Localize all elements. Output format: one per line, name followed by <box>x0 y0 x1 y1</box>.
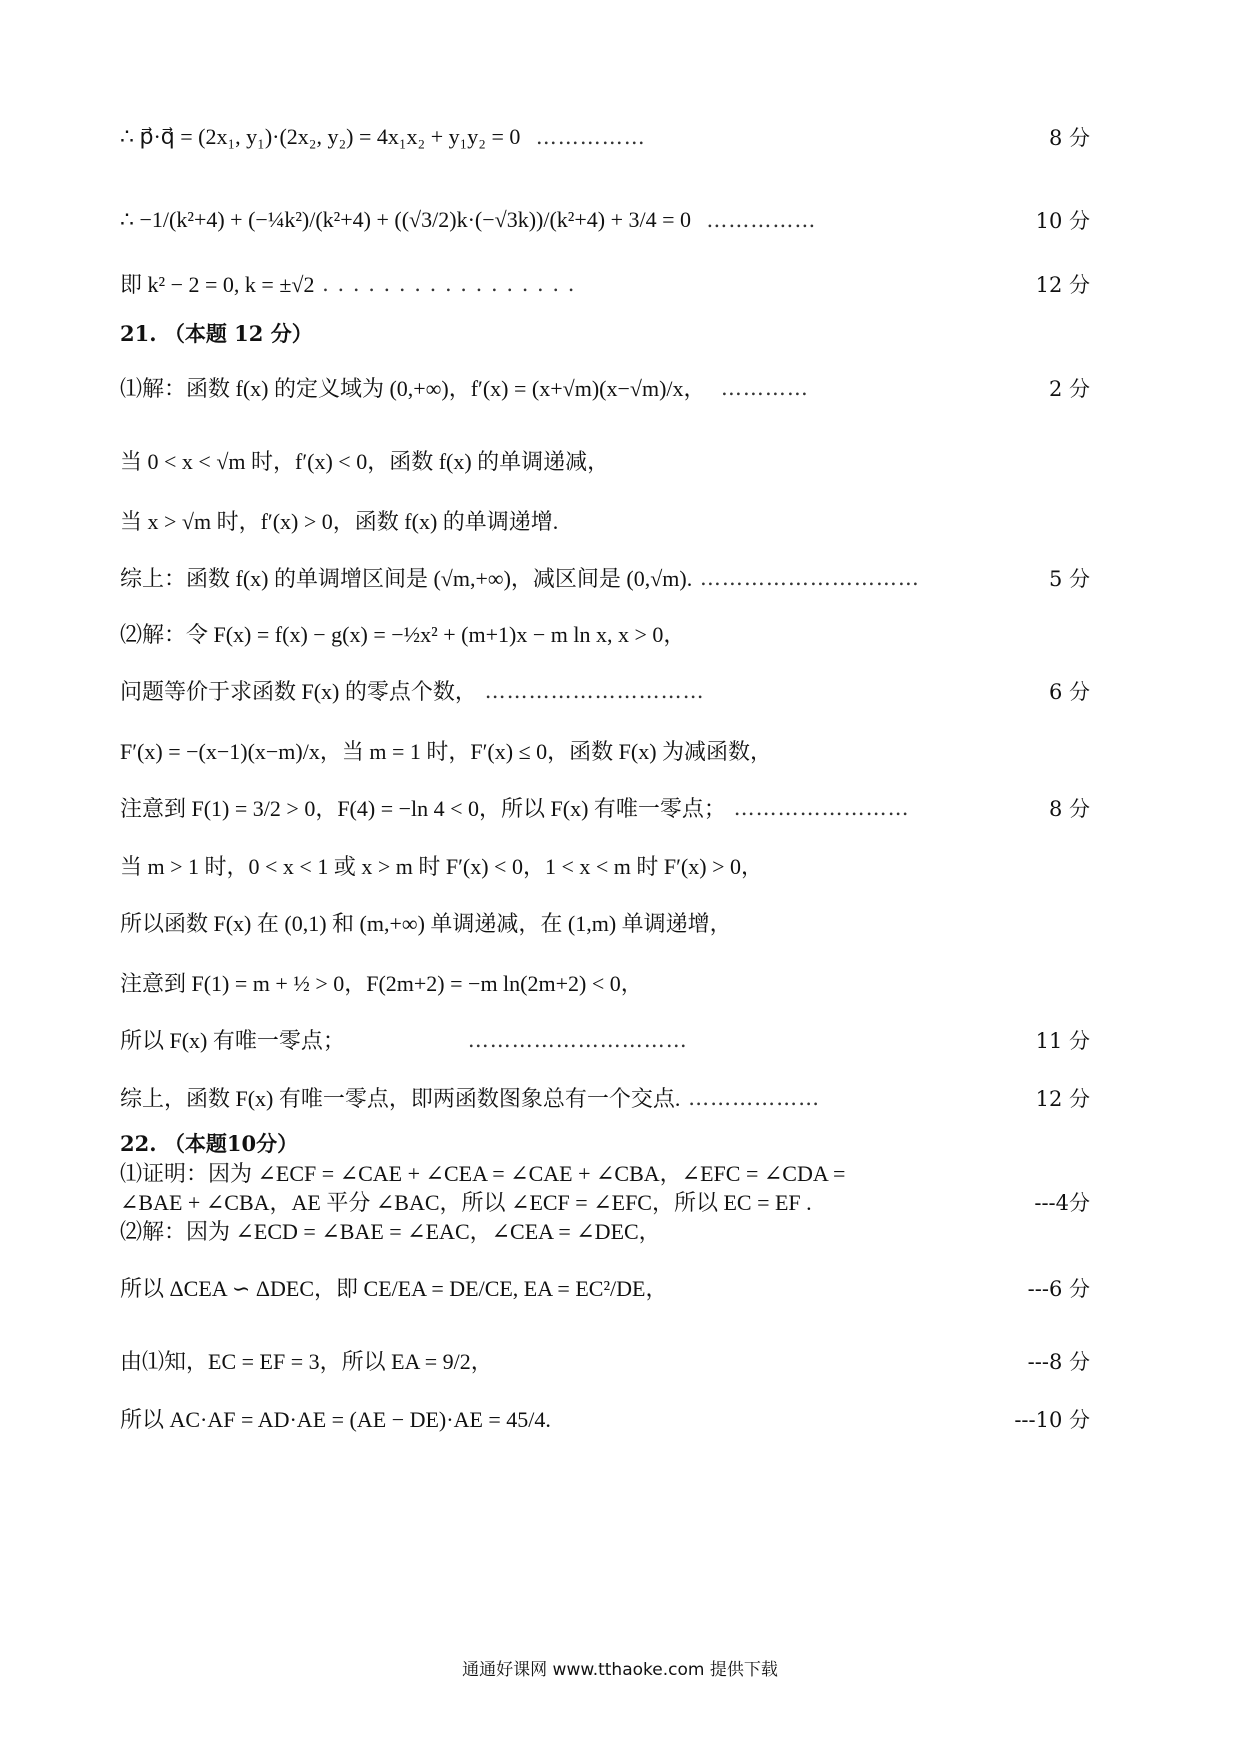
line-text: 当 0 < x < √m 时，f′(x) < 0，函数 f(x) 的单调递减， <box>120 449 610 474</box>
points-label: 11 分 <box>1035 1028 1090 1053</box>
line-14 <box>120 907 1090 938</box>
line-13 <box>120 850 1090 881</box>
page-footer: 通通好课网 www.tthaoke.com 提供下载 <box>462 1660 778 1680</box>
line-text: 所以函数 F(x) 在 (0,1) 和 (m,+∞) 单调递减，在 (1,m) 单调递增， <box>120 911 732 936</box>
line-2: ∴ −1/(k²+4) + (−¼k²)/(k²+4) + ((√3/2)k·(−√3k))/(k²+4) + 3/4 = 0 …………… 10 分 <box>120 207 1090 233</box>
line-10: 问题等价于求函数 F(x) 的零点个数， ………………………… 6 分 <box>120 675 1090 706</box>
line-text: 22. （本题10分） <box>120 1131 299 1156</box>
line-9 <box>120 618 1090 649</box>
line-text: 当 m > 1 时，0 < x < 1 或 x > m 时 F′(x) < 0，1 < x < m 时 F′(x) > 0， <box>120 854 763 879</box>
line-8: 综上：函数 f(x) 的单调增区间是 (√m,+∞)，减区间是 (0,√m). ………………………… 5 分 <box>120 562 1090 593</box>
line-text: 即 k² − 2 = 0, k = ±√2 <box>120 272 315 297</box>
points-label: 12 分 <box>1035 272 1090 297</box>
line-3: 即 k² − 2 = 0, k = ±√2 . . . . . . . . . . . . . . . . . 12 分 <box>120 268 1090 299</box>
points-label: 8 分 <box>1048 796 1090 821</box>
line-5: ⑴解：函数 f(x) 的定义域为 (0,+∞)，f′(x) = (x+√m)(x−√m)/x， ………… 2 分 <box>120 372 1090 403</box>
line-17: 综上，函数 F(x) 有唯一零点，即两函数图象总有一个交点. ……………… 12 分 <box>120 1082 1090 1113</box>
section-21-heading <box>120 318 1090 348</box>
line-text: ∴ p⃗·q⃗ = (2x₁, y₁)·(2x₂, y₂) = 4x₁x₂ + y₁y₂ = 0 <box>120 124 521 149</box>
line-23 <box>120 1345 1090 1376</box>
points-label: ---6 分 <box>1027 1276 1090 1301</box>
points-label: 6 分 <box>1048 679 1090 704</box>
line-20 <box>120 1186 1090 1217</box>
line-7 <box>120 505 1090 536</box>
line-text: 所以 AC·AF = AD·AE = (AE − DE)·AE = 45/4. <box>120 1407 551 1432</box>
points-label: 10 分 <box>1035 209 1090 233</box>
line-1: ∴ p⃗·q⃗ = (2x₁, y₁)·(2x₂, y₂) = 4x₁x₂ + y₁y₂ = 0 …………… 8 分 <box>120 124 1090 150</box>
points-label: ---10 分 <box>1014 1407 1090 1432</box>
section-22-heading <box>120 1128 1090 1158</box>
line-text: 所以 ΔCEA ∽ ΔDEC，即 CE/EA = DE/CE, EA = EC²/DE， <box>120 1276 668 1301</box>
line-11 <box>120 735 1090 766</box>
line-text: 注意到 F(1) = m + ½ > 0，F(2m+2) = −m ln(2m+2) < 0， <box>120 971 643 996</box>
line-text: ⑴证明：因为 ∠ECF = ∠CAE + ∠CEA = ∠CAE + ∠CBA，∠EFC = ∠CDA = <box>120 1161 846 1186</box>
points-label: 12 分 <box>1035 1086 1090 1111</box>
line-text: 所以 F(x) 有唯一零点； <box>120 1028 345 1053</box>
line-text: 综上，函数 F(x) 有唯一零点，即两函数图象总有一个交点. <box>120 1086 681 1111</box>
points-label: 2 分 <box>1048 376 1090 401</box>
line-text: 问题等价于求函数 F(x) 的零点个数， <box>120 679 477 704</box>
line-text: 注意到 F(1) = 3/2 > 0，F(4) = −ln 4 < 0，所以 F(x) 有唯一零点； <box>120 796 726 821</box>
line-21 <box>120 1215 1090 1246</box>
line-22 <box>120 1272 1090 1303</box>
line-text: F′(x) = −(x−1)(x−m)/x，当 m = 1 时，F′(x) ≤ 0，函数 F(x) 为减函数， <box>120 739 773 764</box>
line-text: ∴ −1/(k²+4) + (−¼k²)/(k²+4) + ((√3/2)k·(−√3k))/(k²+4) + 3/4 = 0 <box>120 207 692 232</box>
line-24 <box>120 1403 1090 1434</box>
line-text: 当 x > √m 时，f′(x) > 0，函数 f(x) 的单调递增. <box>120 509 559 534</box>
line-15 <box>120 967 1090 998</box>
points-label: 5 分 <box>1048 566 1090 591</box>
line-19 <box>120 1157 1090 1188</box>
line-text: 21. （本题 12 分） <box>120 321 313 346</box>
points-label: ---8 分 <box>1027 1349 1090 1374</box>
points-label: 8 分 <box>1048 126 1090 150</box>
line-12: 注意到 F(1) = 3/2 > 0，F(4) = −ln 4 < 0，所以 F(x) 有唯一零点； …………………… 8 分 <box>120 792 1090 823</box>
line-text: 由⑴知，EC = EF = 3，所以 EA = 9/2， <box>120 1349 493 1374</box>
line-6 <box>120 445 1090 476</box>
line-text: ⑵解：令 F(x) = f(x) − g(x) = −½x² + (m+1)x − m ln x, x > 0， <box>120 622 686 647</box>
line-text: ⑴解：函数 f(x) 的定义域为 (0,+∞)，f′(x) = (x+√m)(x−√m)/x， <box>120 376 706 401</box>
line-text: 综上：函数 f(x) 的单调增区间是 (√m,+∞)，减区间是 (0,√m). <box>120 566 693 591</box>
line-text: ⑵解：因为 ∠ECD = ∠BAE = ∠EAC，∠CEA = ∠DEC， <box>120 1219 661 1244</box>
points-label: ---4分 <box>1034 1190 1090 1215</box>
line-16: 所以 F(x) 有唯一零点； ………………………… 11 分 <box>120 1024 1090 1055</box>
line-text: ∠BAE + ∠CBA，AE 平分 ∠BAC，所以 ∠ECF = ∠EFC，所以 EC = EF . <box>120 1190 812 1215</box>
